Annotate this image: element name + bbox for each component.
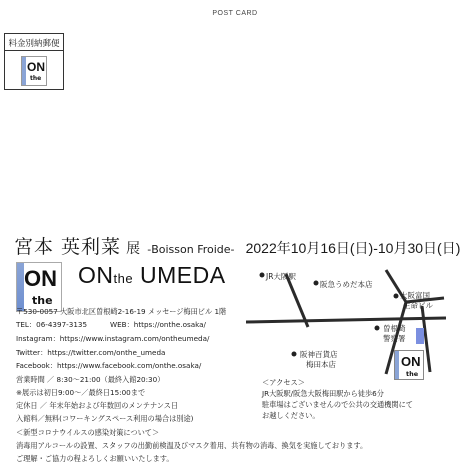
exhibition-hours-note: ※展示は初日9:00～／最終日15:00まで <box>16 388 146 397</box>
access-parking: 駐車場はございませんので公共の交通機関にて <box>262 400 413 409</box>
opening-hours: 営業時間 ／ 8:30～21:00（最終入館20:30） <box>16 375 165 384</box>
exhibition-title: -Boisson Froide- <box>147 243 235 256</box>
map-marker <box>394 294 399 299</box>
map-label-hanshin-1: 阪神百貨店 <box>300 350 338 359</box>
venue-name-rest: UMEDA <box>133 262 226 288</box>
map-marker <box>375 326 380 331</box>
covid-thanks: ご理解・ご協力の程よろしくお願いいたします。 <box>16 454 174 463</box>
logo-the-text: the <box>30 75 42 82</box>
logo-on-text: ON <box>27 60 45 74</box>
logo-accent-bar <box>395 351 399 379</box>
venue-name-the: the <box>113 271 134 286</box>
logo-on-text: ON <box>401 354 421 369</box>
map-label-hankyu: 阪急うめだ本店 <box>320 280 373 289</box>
access-walk: JR大阪駅/阪急大阪梅田駅から徒歩6分 <box>262 389 384 398</box>
map-marker <box>314 281 319 286</box>
onthe-map-logo <box>394 350 424 380</box>
map-label-hanshin-2: 梅田本店 <box>306 360 336 369</box>
logo-accent-bar <box>22 57 26 85</box>
police-block <box>416 328 424 344</box>
map-label-fukoku-1: 大阪富国 <box>400 291 430 300</box>
venue-name-on: ON <box>78 262 114 288</box>
onthe-logo-small <box>21 56 47 86</box>
venue-twitter: Twitter：https://twitter.com/onthe_umeda <box>16 348 166 357</box>
onthe-logo-large <box>16 262 62 312</box>
postage-box <box>4 33 64 90</box>
map-label-sonezaki-2: 警察署 <box>383 334 406 343</box>
access-heading: ＜アクセス＞ <box>262 378 305 387</box>
admission-fee: 入館料／無料(コワーキングスペース利用の場合は別途) <box>16 414 194 423</box>
logo-the-text: the <box>406 370 419 378</box>
map-marker <box>292 352 297 357</box>
logo-the-text: the <box>32 294 53 307</box>
exhibition-dates: 2022年10月16日(日)-10月30日(日) <box>245 240 461 256</box>
venue-name <box>78 262 226 289</box>
covid-measures: 消毒用アルコールの設置、スタッフの出勤前検温及びマスク着用、共有物の消毒、換気を実施しております。 <box>16 441 368 450</box>
postcard-title: POST CARD <box>212 10 258 17</box>
venue-web: WEB：https://onthe.osaka/ <box>110 320 206 329</box>
exhibition-heading <box>14 232 460 259</box>
closed-days: 定休日 ／ 年末年始および年数回のメンテナンス日 <box>16 401 179 410</box>
venue-tel: TEL：06-4397-3135 <box>16 320 88 329</box>
map-label-sonezaki-1: 曽根崎 <box>383 324 406 333</box>
exhibition-kind: 展 <box>126 241 141 257</box>
venue-instagram: Instagram：https://www.instagram.com/ontheumeda/ <box>16 334 210 343</box>
map-marker <box>260 273 265 278</box>
logo-accent-bar <box>17 263 24 311</box>
covid-heading: ＜新型コロナウイルスの感染対策について＞ <box>16 428 160 437</box>
venue-facebook: Facebook：https://www.facebook.com/onthe.osaka/ <box>16 361 202 370</box>
artist-name: 宮本 英利菜 <box>14 236 122 258</box>
postage-label: 料金別納郵便 <box>8 39 60 49</box>
access-transit: お越しください。 <box>262 411 320 420</box>
postage-divider <box>5 50 63 51</box>
map-road <box>246 318 446 322</box>
map-label-fukoku-2: 生命ビル <box>403 301 433 310</box>
map-label-jr-osaka: JR大阪駅 <box>266 272 296 281</box>
logo-on-text: ON <box>24 266 57 291</box>
venue-address: 〒530-0057 大阪市北区曽根崎2-16-19 メッセージ梅田ビル 1階 <box>16 307 227 316</box>
